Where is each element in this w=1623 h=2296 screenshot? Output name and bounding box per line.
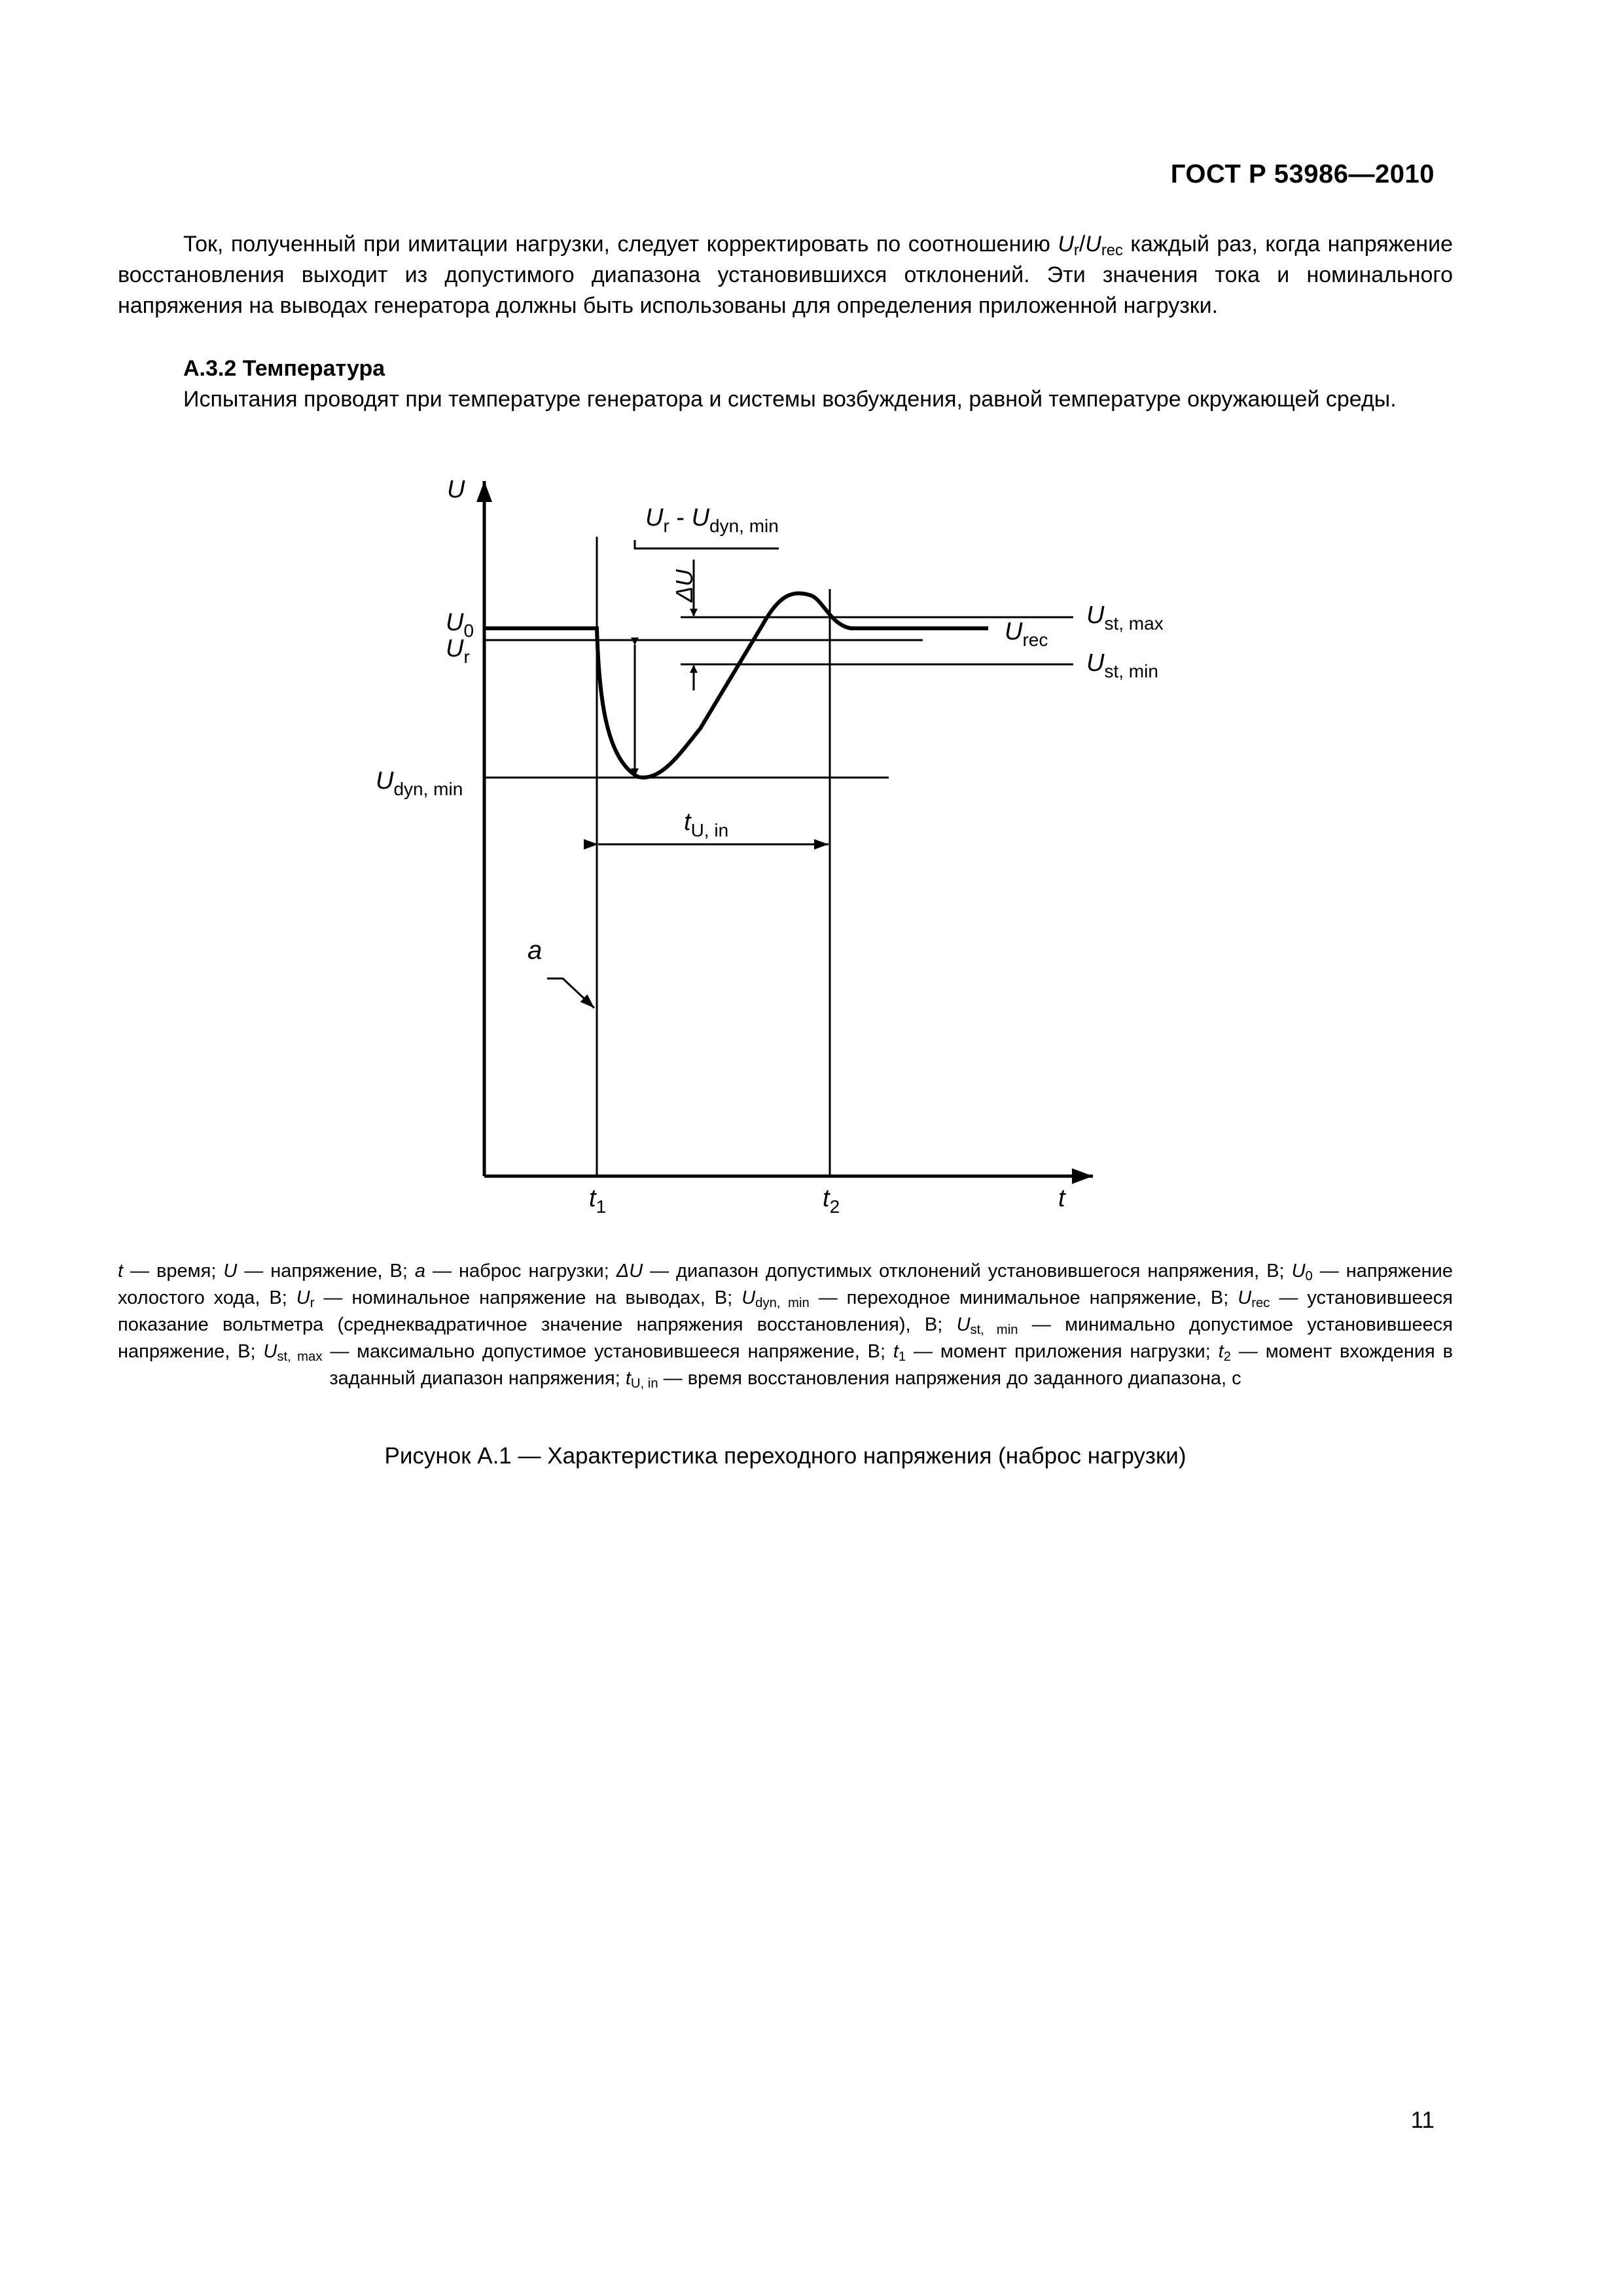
label-recovery-time: $t_{U, in}$ xyxy=(684,808,729,840)
document-header: ГОСТ Р 53986—2010 xyxy=(1170,160,1435,188)
paragraph-temperature: А.3.2 Температура Испытания проводят при температуре генератора и системы возбуждения, равной температуре окружающей среды. xyxy=(183,356,1397,412)
voltage-curve xyxy=(484,593,988,777)
label-load-step-a: a xyxy=(527,936,543,965)
figure-caption: Рисунок А.1 — Характеристика переходного напряжения (наброс нагрузки) xyxy=(384,1443,1186,1469)
paragraph-current-correction: Ток, полученный при имитации нагрузки, следует корректировать по соотношению $U_r/U_{rec}$ каждый раз, когда напряжение восстановления выходит из допустимого диапазона установившихся отклонений. Эти значения тока и номинального напряжения на выводах генератора должны быть использованы для определения приложенной нагрузки. xyxy=(118,232,1453,318)
figure-legend: t — время; U — напряжение, В; a — наброс нагрузки; ΔU — диапазон допустимых отклонений установившегося напряжения, В; $U_0$ — напряжение холостого хода, В; $U_r$ — номинальное напряжение на выводах, В; $U_{dyn, min}$ — переходное минимальное напряжение, В; $U_{rec}$ — установившееся показание вольтметра (среднеквадратичное значение напряжения восстановления), В; $U_{st, min}$ — минимально допустимое установившееся напряжение, В; $U_{st, max}$ — максимально допустимое установившееся напряжение, В; $t_1$ — момент приложения нагрузки; $t_2$ — момент вхождения в заданный диапазон напряжения; $t_{U, in}$ — время восстановления напряжения до заданного диапазона, с xyxy=(118,1261,1453,1391)
label-ur-minus-udyn: $U_r - U_{dyn, min}$ xyxy=(645,504,779,536)
label-t2: $t_2$ xyxy=(823,1185,840,1217)
load-step-leader xyxy=(547,978,594,1008)
label-ust-min: $U_{st, min}$ xyxy=(1086,649,1158,681)
label-ur: $U_r$ xyxy=(446,635,470,667)
label-urec: $U_{rec}$ xyxy=(1005,618,1048,650)
label-ust-max: $U_{st, max}$ xyxy=(1086,601,1164,634)
page-number: 11 xyxy=(1410,2108,1435,2133)
axis-label-u: U xyxy=(447,476,465,503)
label-delta-u: ΔU xyxy=(671,569,698,602)
label-t1: $t_1$ xyxy=(589,1185,607,1217)
label-udyn-min: $U_{dyn, min}$ xyxy=(376,767,463,799)
label-u0: $U_0$ xyxy=(446,609,474,641)
section-heading: А.3.2 Температура xyxy=(183,356,385,381)
axis-label-t: t xyxy=(1058,1185,1065,1212)
top-dimension-leader xyxy=(635,540,779,548)
